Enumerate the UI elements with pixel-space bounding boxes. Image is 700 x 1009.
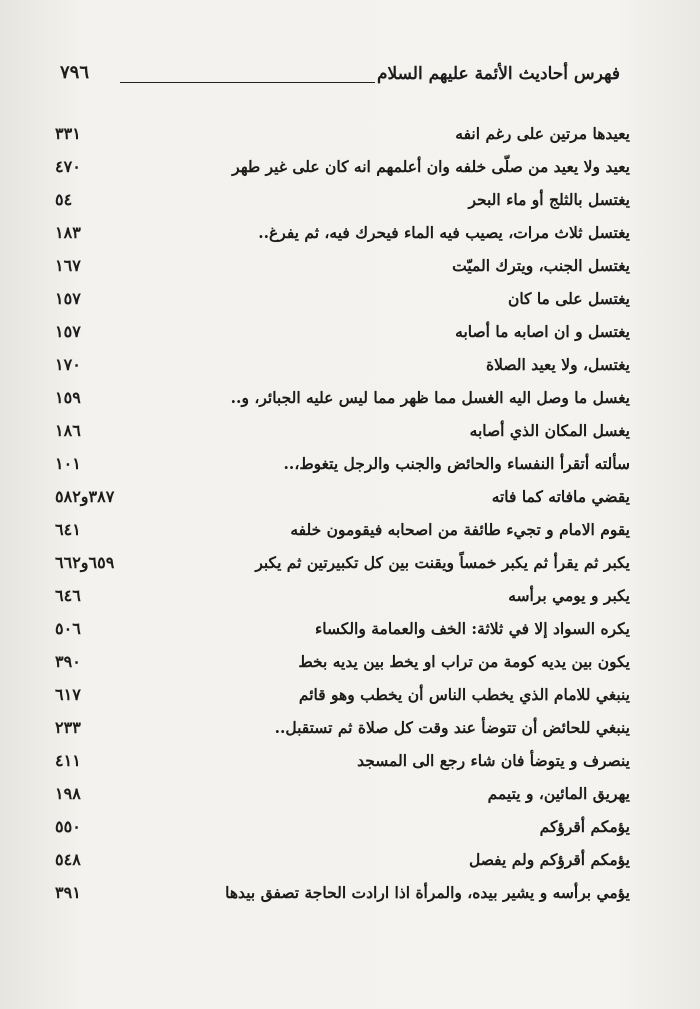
entry-text: يكبر و يومي برأسه (508, 586, 630, 605)
entry-page: ٥٤ (55, 190, 73, 209)
index-entries (55, 118, 630, 910)
entry-page: ٤١١ (55, 751, 81, 770)
entry-text: يغسل المكان الذي أصابه (469, 421, 630, 440)
index-entry (55, 151, 630, 184)
index-entry (55, 844, 630, 877)
index-entry (55, 514, 630, 547)
index-entry (55, 679, 630, 712)
index-entry (55, 877, 630, 910)
entry-page: ٥٠٦ (55, 619, 81, 638)
index-entry (55, 778, 630, 811)
entry-text: يؤمكم أقرؤكم (539, 817, 630, 836)
entry-text: يكون بين يديه كومة من تراب او يخط بين يديه بخط (298, 652, 630, 671)
entry-text: يغتسل على ما كان (507, 289, 630, 308)
entry-text: ينبغي للامام الذي يخطب الناس أن يخطب وهو قائم (298, 685, 630, 704)
page-header (60, 60, 620, 96)
header-title: فهرس أحاديث الأئمة عليهم السلام (376, 64, 620, 84)
entry-page: ١٠١ (55, 454, 81, 473)
entry-page: ٤٧٠ (55, 157, 81, 176)
index-entry (55, 316, 630, 349)
entry-text: يغتسل ثلاث مرات، يصيب فيه الماء فيحرك فيه، ثم يفرغ.. (258, 223, 630, 242)
index-entry (55, 613, 630, 646)
index-entry (55, 250, 630, 283)
page-number: ٧٩٦ (60, 62, 90, 83)
entry-page: ١٩٨ (55, 784, 81, 803)
entry-page: ١٥٧ (55, 289, 81, 308)
index-entry (55, 580, 630, 613)
entry-text: يكبر ثم يقرأ ثم يكبر خمساً ويقنت بين كل تكبيرتين ثم يكبر (255, 553, 630, 572)
entry-page: ١٨٣ (55, 223, 81, 242)
entry-page: ١٧٠ (55, 355, 81, 374)
entry-page: ٣٨٧و٥٨٢ (55, 487, 115, 506)
entry-page: ٥٤٨ (55, 850, 81, 869)
entry-text: يكره السواد إلا في ثلاثة: الخف والعمامة والكساء (314, 619, 630, 638)
entry-text: ينصرف و يتوضأ فان شاء رجع الى المسجد (357, 751, 630, 770)
entry-page: ٦١٧ (55, 685, 81, 704)
entry-page: ٦٤١ (55, 520, 81, 539)
index-entry (55, 118, 630, 151)
entry-text: سألته أتقرأ النفساء والحائض والجنب والرجل يتغوط،.. (283, 454, 630, 473)
entry-page: ٢٣٣ (55, 718, 81, 737)
index-entry (55, 349, 630, 382)
entry-text: يغتسل و ان اصابه ما أصابه (455, 322, 630, 341)
index-entry (55, 448, 630, 481)
index-entry (55, 811, 630, 844)
entry-text: يؤمكم أقرؤكم ولم يفصل (469, 850, 630, 869)
entry-text: يعيدها مرتين على رغم انفه (455, 124, 630, 143)
entry-page: ٣٣١ (55, 124, 81, 143)
entry-text: يغسل ما وصل اليه الغسل مما ظهر مما ليس عليه الجبائر، و.. (230, 388, 630, 407)
index-entry (55, 712, 630, 745)
entry-text: يغتسل، ولا يعيد الصلاة (486, 355, 630, 374)
entry-page: ٦٤٦ (55, 586, 81, 605)
entry-text: ينبغي للحائض أن تتوضأ عند وقت كل صلاة ثم تستقبل.. (274, 718, 630, 737)
index-entry (55, 646, 630, 679)
index-entry (55, 382, 630, 415)
header-rule (120, 82, 375, 83)
index-entry (55, 415, 630, 448)
index-entry (55, 184, 630, 217)
entry-text: يغتسل الجنب، ويترك الميّت (452, 256, 630, 275)
entry-text: يهريق المائين، و يتيمم (487, 784, 630, 803)
entry-page: ١٨٦ (55, 421, 81, 440)
entry-text: يعيد ولا يعيد من صلّى خلفه وان أعلمهم انه كان على غير طهر (232, 157, 630, 176)
index-entry (55, 481, 630, 514)
entry-page: ٥٥٠ (55, 817, 81, 836)
entry-page: ٣٩١ (55, 883, 81, 902)
entry-text: يغتسل بالثلج أو ماء البحر (468, 190, 630, 209)
entry-text: يؤمي برأسه و يشير بيده، والمرأة اذا ارادت الحاجة تصفق بيدها (225, 883, 630, 902)
entry-page: ١٥٧ (55, 322, 81, 341)
entry-text: يقوم الامام و تجيء طائفة من اصحابه فيقومون خلفه (290, 520, 630, 539)
index-entry (55, 283, 630, 316)
entry-text: يقضي مافاته كما فاته (491, 487, 630, 506)
entry-page: ٣٩٠ (55, 652, 81, 671)
entry-page: ١٥٩ (55, 388, 81, 407)
index-entry (55, 547, 630, 580)
entry-page: ١٦٧ (55, 256, 81, 275)
index-entry (55, 217, 630, 250)
index-entry (55, 745, 630, 778)
entry-page: ٦٥٩و٦٦٢ (55, 553, 115, 572)
